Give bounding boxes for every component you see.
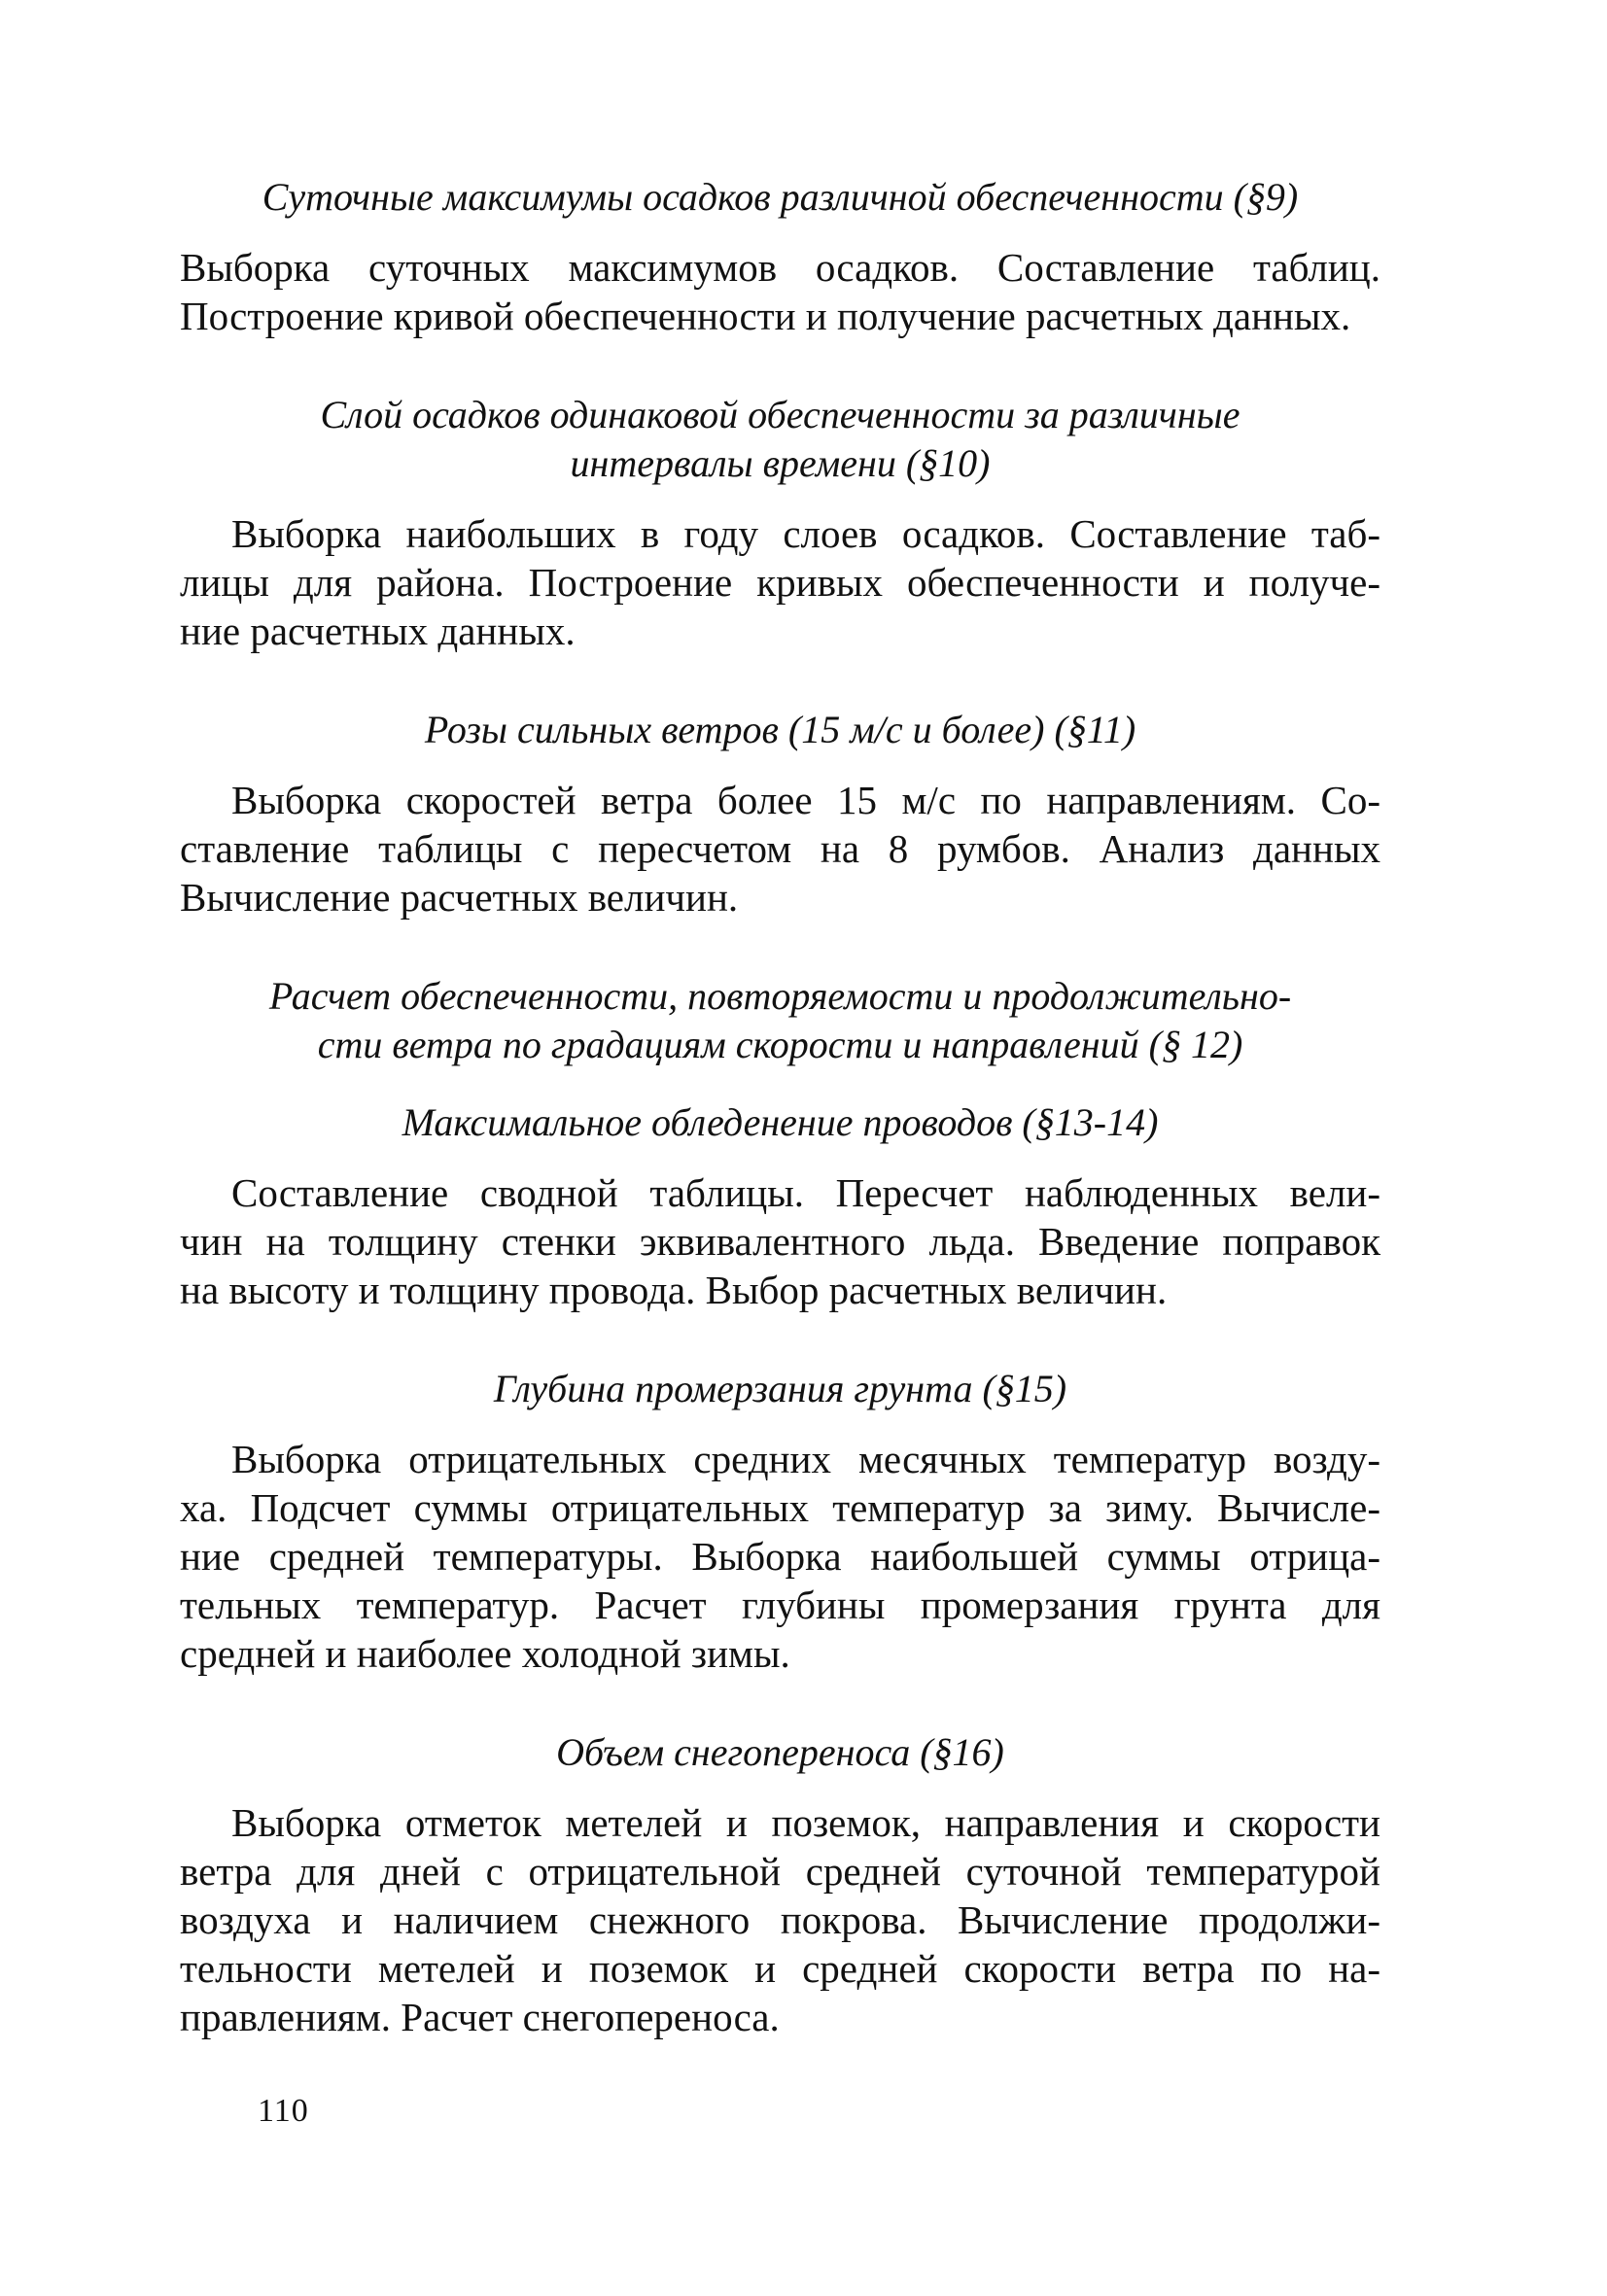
section-heading-snow-transport: Объем снегопереноса (§16) — [556, 1730, 1004, 1774]
section-heading-wind-gradation: Расчет обеспеченности, повторяемости и продолжительно- сти ветра по градациям скорости и направлений (§ 12) — [268, 974, 1292, 1066]
page-number: 110 — [258, 2093, 309, 2129]
section-heading-icing: Максимальное обледенение проводов (§13-14) — [402, 1100, 1159, 1144]
section-heading-frost-depth: Глубина промерзания грунта (§15) — [493, 1367, 1067, 1410]
section-body-snow-transport: Выборка отметок метелей и поземок, направления и скорости ветра для дней с отрицательной средней суточной температурой воздуха и наличием снежного покрова. Вычисление продолжи- тельности метелей и поземок и средней скорости ветра по на- правлениям. Расчет снегопереноса. — [180, 1800, 1380, 2039]
section-body-precip-layer: Выборка наибольших в году слоев осадков. Составление таб- лицы для района. Построение кривых обеспеченности и получе- ние расчетных данных. — [180, 511, 1380, 653]
section-body-frost-depth: Выборка отрицательных средних месячных температур возду- ха. Подсчет суммы отрицательных температур за зиму. Вычисле- ние средней температуры. Выборка наибольшей суммы отрица- тельных температур. Расчет глубины промерзания грунта для средней и наиболее холодной зимы. — [180, 1437, 1380, 1676]
section-heading-wind-rose: Розы сильных ветров (15 м/с и более) (§11) — [424, 708, 1136, 751]
section-body-precip-daily-max: Выборка суточных максимумов осадков. Составление таблиц. Построение кривой обеспеченности и получение расчетных данных. — [180, 245, 1380, 338]
section-heading-precip-daily-max: Суточные максимумы осадков различной обеспеченности (§9) — [262, 175, 1299, 219]
page-content — [180, 173, 1380, 2041]
section-body-wind-rose: Выборка скоростей ветра более 15 м/с по направлениям. Со- ставление таблицы с пересчетом на 8 румбов. Анализ данных Вычисление расчетных величин. — [180, 778, 1380, 920]
section-body-icing: Составление сводной таблицы. Пересчет наблюденных вели- чин на толщину стенки эквивалентного льда. Введение поправок на высоту и толщину провода. Выбор расчетных величин. — [180, 1170, 1380, 1312]
section-heading-precip-layer: Слой осадков одинаковой обеспеченности за различные интервалы времени (§10) — [320, 393, 1240, 485]
